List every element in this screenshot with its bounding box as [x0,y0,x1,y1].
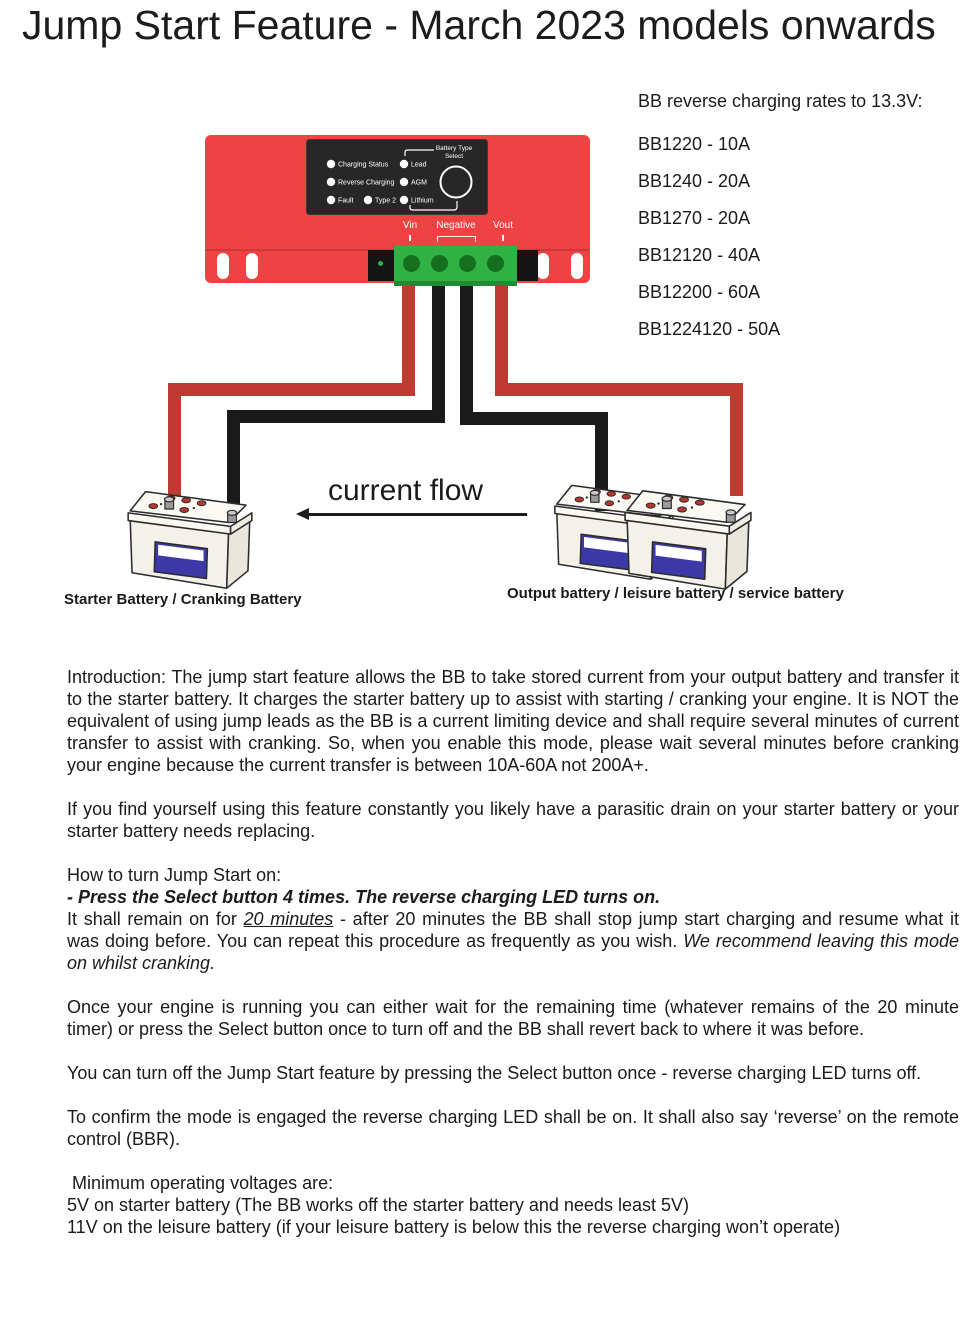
reverse-charging-label: Reverse Charging [338,179,395,187]
output-battery-front-illustration [623,479,753,595]
rates-heading: BB reverse charging rates to 13.3V: [638,91,923,111]
mounting-slot [537,253,549,279]
negative-bracket [437,236,476,242]
twenty-minutes-paragraph [67,908,959,974]
fault-label: Fault [338,197,354,205]
body-text [67,666,959,1238]
battery-type-select-label-1: Battery Type [435,145,473,152]
charging-status-label: Charging Status [338,161,389,169]
rate-item: BB1224120 - 50A [638,319,781,339]
p3-part1: It shall remain on for [67,909,244,929]
charging-status-led [327,160,335,168]
wire-vout-red-vertical [495,281,508,393]
rate-item: BB12200 - 60A [638,282,761,302]
intro-paragraph: Introduction: The jump start feature allows the BB to take stored current from your output battery and transfer it to the starter battery. It charges the starter battery up to assist with starting / cranking your engine. It is NOT the equivalent of using jump leads as the BB is a current limiting device and shall require several minutes of current transfer to assist with cranking. So, when you enable this mode, please wait several minutes before cranking your engine because the current transfer is between 10A-60A not 200A+. [67,667,959,775]
mounting-slot [217,253,229,279]
fault-led [327,196,335,204]
terminal-indicator-dot [378,261,383,266]
press-select-instruction: - Press the Select button 4 times. The reverse charging LED turns on. [67,887,661,907]
terminal-screw [403,255,420,272]
rate-item: BB1240 - 20A [638,171,751,191]
vout-terminal-label: Vout [492,220,514,231]
engine-running-paragraph: Once your engine is running you can either wait for the remaining time (whatever remains of the 20 minute timer) or press the Select button once to turn off and the BB shall revert back to where it was before. [67,997,959,1039]
lithium-led [400,196,408,204]
min-voltages-heading: Minimum operating voltages are: [72,1173,334,1193]
current-flow-label: current flow [328,474,484,507]
wire-negative-right-horizontal [460,412,608,425]
terminal-side-block-right [517,250,538,281]
parasitic-drain-paragraph: If you find yourself using this feature constantly you likely have a parasitic drain on your starter battery or your starter battery needs replacing. [67,799,959,841]
vin-tick [409,235,411,241]
agm-label: AGM [411,179,427,187]
leisure-voltage-line: 11V on the leisure battery (if your leisure battery is below this the reverse charging won’t operate) [67,1217,841,1237]
type2-label: Type 2 [375,197,397,205]
lead-label: Lead [411,161,427,169]
p3-part2: - after 20 minutes the BB shall stop jump start charging and resume what it was doing before. You can repeat this procedure as frequently as you wish. [67,909,959,951]
turn-off-paragraph: You can turn off the Jump Start feature by pressing the Select button once - reverse charging LED turns off. [67,1063,922,1083]
rate-item: BB1220 - 10A [638,134,751,154]
type2-led [364,196,372,204]
battery-type-select-label-2: Select [444,153,464,160]
mounting-slot [571,253,583,279]
led-control-panel [306,139,488,215]
recommend-italic: We recommend leaving this mode on whilst cranking. [67,931,959,973]
starter-voltage-line: 5V on starter battery (The BB works off the starter battery and needs least 5V) [67,1195,689,1215]
rate-item: BB1270 - 20A [638,208,751,228]
reverse-charging-led [327,178,335,186]
terminal-screw [459,255,476,272]
rate-item: BB12120 - 40A [638,245,761,265]
vin-terminal-label: Vin [402,220,418,231]
lithium-label: Lithium [411,197,434,205]
wire-negative-left-vertical [432,281,445,423]
wire-negative-right-vertical [460,281,473,425]
mounting-slot [246,253,258,279]
wire-vin-red-horizontal [168,383,415,396]
terminal-screw [431,255,448,272]
wire-vout-red-horizontal [495,383,743,396]
current-flow-arrow-line [300,513,527,516]
output-battery-caption: Output battery / leisure battery / service battery [507,585,844,602]
vout-tick [502,235,504,241]
agm-led [400,178,408,186]
lead-led [400,160,408,168]
page-title: Jump Start Feature - March 2023 models onwards [22,2,936,48]
negative-terminal-label: Negative [436,220,476,231]
wire-vin-red-vertical [402,281,415,395]
how-to-heading: How to turn Jump Start on: [67,865,282,885]
terminal-screw [487,255,504,272]
reverse-charging-rates-list [638,90,922,355]
starter-battery-illustration [126,480,254,594]
confirm-mode-paragraph: To confirm the mode is engaged the reverse charging LED shall be on. It shall also say ‘reverse’ on the remote control (BBR). [67,1107,959,1149]
wire-negative-left-horizontal [227,410,445,423]
twenty-minutes-underlined: 20 minutes [243,909,334,929]
starter-battery-caption: Starter Battery / Cranking Battery [64,591,302,608]
current-flow-arrow-head [296,508,309,520]
